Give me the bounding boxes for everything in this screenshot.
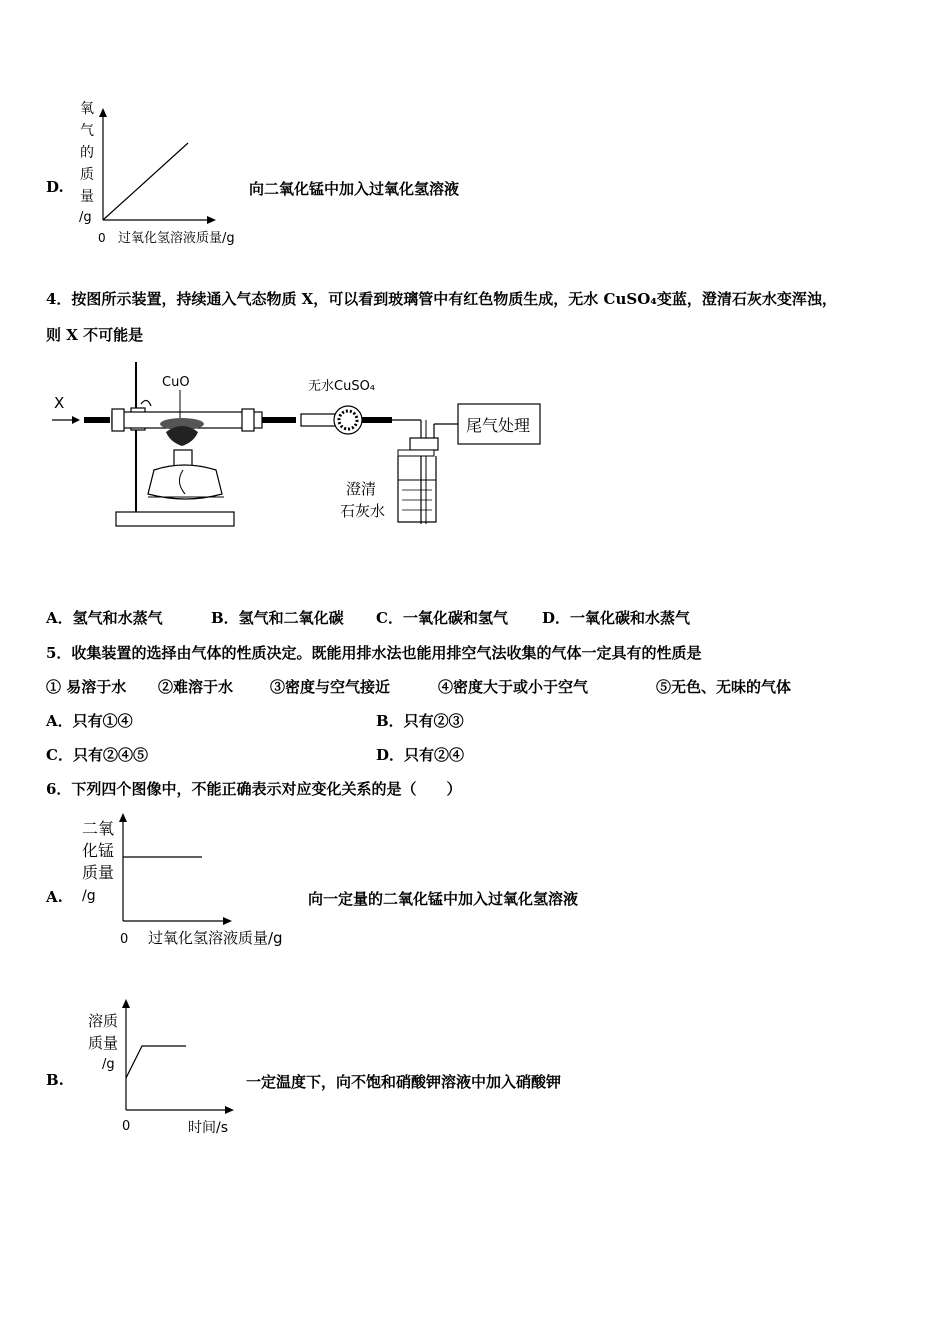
q4-stem-line2: 则 X 不可能是: [46, 326, 144, 344]
limewater-bottle: [398, 456, 436, 522]
graph-b-xlabel: 时间/s: [188, 1120, 229, 1136]
graph-a-x-arrow: [223, 917, 232, 925]
q5-property-2: ②难溶于水: [158, 678, 234, 696]
q5-option-c[interactable]: C．只有②④⑤: [46, 746, 148, 764]
q5-property-4: ④密度大于或小于空气: [438, 678, 589, 696]
apparatus-lime-label-1: 澄清: [346, 480, 377, 498]
apparatus-cuo-label: CuO: [162, 375, 190, 390]
graph-a-y-arrow: [119, 813, 127, 822]
graph-d-ylabel-3: 质: [80, 167, 94, 183]
graph-b-ylabel-1: 质量: [88, 1034, 119, 1052]
option-d-caption: 向二氧化锰中加入过氧化氢溶液: [249, 180, 460, 198]
apparatus-cuso4-label: 无水CuSO₄: [308, 379, 376, 394]
q4-apparatus-diagram: [46, 352, 556, 542]
graph-a-origin: 0: [120, 932, 129, 947]
graph-d-oxygen-mass: [70, 95, 260, 255]
graph-b-ylabel-2: /g: [102, 1057, 115, 1072]
graph-a-xlabel: 过氧化氢溶液质量/g: [148, 929, 283, 947]
apparatus-tail-label: 尾气处理: [466, 416, 531, 435]
graph-d-line: [103, 143, 188, 220]
graph-a-ylabel-3: /g: [82, 888, 96, 904]
graph-b-origin: 0: [122, 1119, 131, 1134]
q5-property-1: ① 易溶于水: [46, 678, 127, 696]
graph-d-ylabel-0: 氧: [80, 101, 94, 117]
q5-option-a[interactable]: A．只有①④: [46, 712, 133, 730]
q4-option-d[interactable]: D．一氧化碳和水蒸气: [542, 609, 691, 627]
graph-a-mno2-mass: [76, 808, 306, 953]
q4-option-c[interactable]: C．一氧化碳和氢气: [376, 609, 508, 627]
graph-b-y-arrow: [122, 999, 130, 1008]
graph-d-ylabel-4: 量: [80, 189, 94, 205]
inlet-tube: [84, 417, 110, 423]
q6-option-b-caption: 一定温度下，向不饱和硝酸钾溶液中加入硝酸钾: [246, 1073, 562, 1091]
graph-b-ylabel-0: 溶质: [88, 1012, 119, 1030]
q6-stem: 6．下列四个图像中，不能正确表示对应变化关系的是（ ）: [46, 780, 462, 798]
graph-b-solute-mass: [84, 990, 244, 1140]
graph-b-x-arrow: [225, 1106, 234, 1114]
graph-a-ylabel-0: 二氧: [82, 819, 115, 838]
q6-option-a-letter[interactable]: A.: [46, 888, 63, 906]
q5-option-d[interactable]: D．只有②④: [376, 746, 465, 764]
graph-b-line: [126, 1046, 186, 1078]
graph-d-xlabel: 过氧化氢溶液质量/g: [118, 231, 235, 246]
graph-d-x-arrow: [207, 216, 216, 224]
q5-property-3: ③密度与空气接近: [270, 678, 391, 696]
q6-option-a-caption: 向一定量的二氧化锰中加入过氧化氢溶液: [308, 890, 579, 908]
inlet-arrow: [72, 416, 80, 424]
graph-a-ylabel-2: 质量: [82, 863, 115, 882]
flame: [166, 426, 198, 446]
apparatus-lime-label-2: 石灰水: [340, 502, 386, 520]
apparatus-x-label: X: [54, 394, 65, 412]
graph-d-origin: 0: [98, 231, 106, 245]
q6-option-b-letter[interactable]: B.: [46, 1071, 64, 1089]
graph-d-yunit: /g: [79, 210, 92, 225]
graph-d-ylabel-2: 的: [80, 145, 94, 161]
q5-stem: 5．收集装置的选择由气体的性质决定。既能用排水法也能用排空气法收集的气体一定具有的性质是: [46, 644, 702, 662]
q5-property-5: ⑤无色、无味的气体: [656, 678, 792, 696]
q5-option-b[interactable]: B．只有②③: [376, 712, 464, 730]
option-d-letter: D.: [46, 178, 64, 196]
q4-stem-line1: 4．按图所示装置，持续通入气态物质 X，可以看到玻璃管中有红色物质生成，无水 CuSO₄变蓝，澄清石灰水变浑浊，: [46, 290, 837, 308]
graph-d-y-arrow: [99, 108, 107, 117]
graph-a-ylabel-1: 化锰: [82, 841, 115, 860]
graph-d-ylabel-1: 气: [80, 123, 94, 139]
q4-option-a[interactable]: A．氢气和水蒸气: [46, 609, 163, 627]
stand-base: [116, 512, 234, 526]
q4-option-b[interactable]: B．氢气和二氧化碳: [211, 609, 344, 627]
